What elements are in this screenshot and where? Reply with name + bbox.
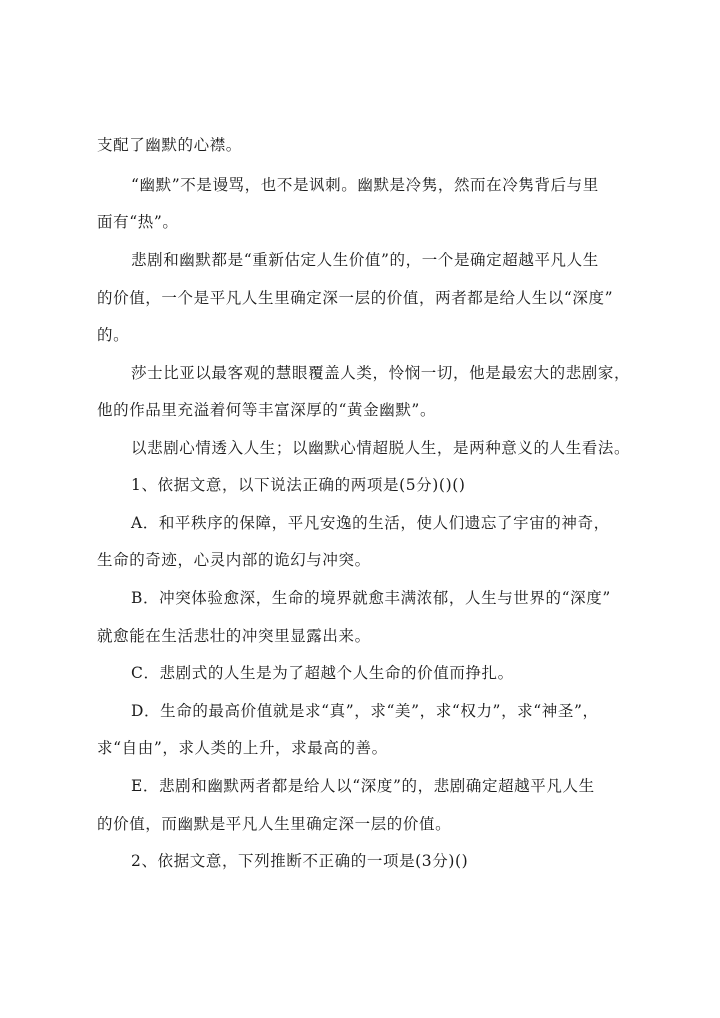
option-b: B．冲突体验愈深，生命的境界就愈丰满浓郁，人生与世界的“深度” <box>131 589 611 607</box>
option-c: C．悲剧式的人生是为了超越个人生命的价值而挣扎。 <box>131 664 514 682</box>
option-b-continued: 就愈能在生活悲壮的冲突里显露出来。 <box>97 627 371 645</box>
text-line: 面有“热”。 <box>97 213 179 231</box>
text-line: 莎士比亚以最客观的慧眼覆盖人类，怜悯一切，他是最宏大的悲剧家， <box>131 364 631 382</box>
option-e: E．悲剧和幽默两者都是给人以“深度”的，悲剧确定超越平凡人生 <box>131 777 595 795</box>
option-e-continued: 的价值，而幽默是平凡人生里确定深一层的价值。 <box>97 815 452 833</box>
option-d-continued: 求“自由”，求人类的上升，求最高的善。 <box>97 739 388 757</box>
text-line: 他的作品里充溢着何等丰富深厚的“黄金幽默”。 <box>97 401 437 419</box>
option-a-continued: 生命的奇迹，心灵内部的诡幻与冲突。 <box>97 551 371 569</box>
question-1-stem: 1、依据文意，以下说法正确的两项是(5分)()() <box>131 476 466 494</box>
option-a: A．和平秩序的保障，平凡安逸的生活，使人们遗忘了宇宙的神奇， <box>131 514 610 532</box>
text-line: “幽默”不是谩骂，也不是讽刺。幽默是冷隽，然而在冷隽背后与里 <box>131 176 599 194</box>
text-line: 的。 <box>97 326 130 344</box>
text-line: 以悲剧心情透入人生；以幽默心情超脱人生，是两种意义的人生看法。 <box>131 439 631 457</box>
text-line: 的价值，一个是平凡人生里确定深一层的价值，两者都是给人生以“深度” <box>97 289 614 307</box>
question-2-stem: 2、依据文意，下列推断不正确的一项是(3分)() <box>131 852 469 870</box>
option-d: D．生命的最高价值就是求“真”，求“美”，求“权力”，求“神圣”， <box>131 702 599 720</box>
text-line: 支配了幽默的心襟。 <box>97 136 242 154</box>
text-line: 悲剧和幽默都是“重新估定人生价值”的，一个是确定超越平凡人生 <box>131 251 599 269</box>
